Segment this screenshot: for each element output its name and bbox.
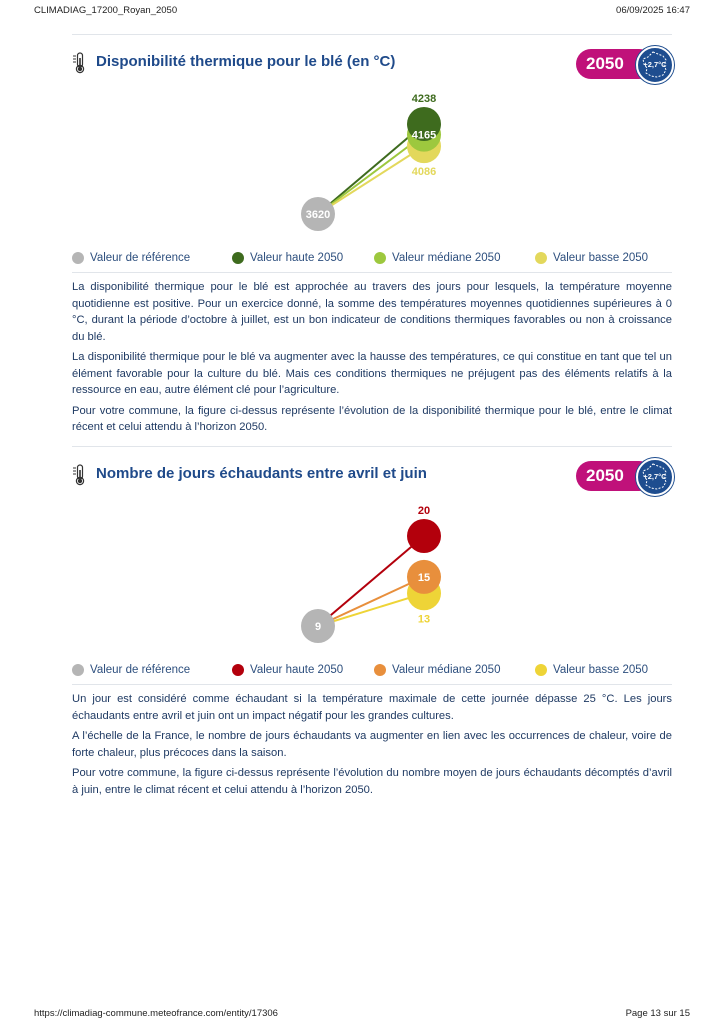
warming-level: +2,7°C: [643, 472, 667, 481]
data-label-median: 15: [417, 571, 431, 584]
paragraph: A l’échelle de la France, le nombre de jours échaudants va augmenter en lien avec les occurrences de chaleur, voire de forte chaleur, plus précoces dans la saison.: [72, 730, 672, 759]
france-map-badge: [636, 46, 674, 84]
hot-days-chart: [72, 498, 672, 648]
legend-label: Valeur basse 2050: [553, 664, 649, 676]
section-description: [72, 691, 672, 802]
print-date: 06/09/2025 16:47: [616, 5, 690, 16]
data-label-high: 20: [417, 505, 431, 517]
legend-label: Valeur haute 2050: [250, 252, 344, 264]
print-footer: [34, 1008, 690, 1022]
legend-dot: [535, 252, 547, 264]
section-title: Nombre de jours échaudants entre avril et juin: [96, 465, 427, 482]
legend-label: Valeur médiane 2050: [392, 252, 501, 264]
horizon-year: 2050: [576, 49, 654, 79]
page-url: https://climadiag-commune.meteofrance.com/entity/17306: [34, 1008, 278, 1019]
paragraph: Pour votre commune, la figure ci-dessus représente l’évolution de la disponibilité thermique pour le blé, entre le climat récent et celui attendu à l’horizon 2050.: [72, 404, 672, 433]
page-number: Page 13 sur 15: [625, 1008, 690, 1019]
section-title: Disponibilité thermique pour le blé (en °C): [96, 53, 396, 70]
section-header-hot-days: [72, 458, 672, 492]
paragraph: Un jour est considéré comme échaudant si la température maximale de cette journée dépasse 25 °C. Les jours échaudants entre avril et juin ont un impact négatif pour les grandes cultures.: [72, 693, 672, 722]
horizon-year: 2050: [576, 461, 654, 491]
legend-label: Valeur de référence: [90, 252, 191, 264]
legend-dot: [535, 664, 547, 676]
point-valeur-haute-2050: [407, 519, 441, 553]
legend-dot: [374, 664, 386, 676]
legend-dot: [232, 664, 244, 676]
divider: [72, 34, 672, 35]
data-label-median: 4165: [411, 129, 437, 142]
paragraph: La disponibilité thermique pour le blé est approchée au travers des jours pour lesquels, la température moyenne quotidienne est positive. Pour un exercice donné, la somme des températures moyennes quotidiennes supérieures à 0 °C, durant la période d’octobre à juillet, est un bon indicateur de conditions thermiques favorables ou non à croissance du blé.: [72, 281, 672, 343]
divider: [72, 272, 672, 273]
legend-label: Valeur de référence: [90, 664, 191, 676]
legend-dot: [374, 252, 386, 264]
data-label-low: 4086: [411, 166, 437, 179]
legend-dot: [72, 252, 84, 264]
warming-level: +2,7°C: [643, 60, 667, 69]
connector-line: [318, 146, 424, 214]
section-description: [72, 279, 672, 440]
data-label-reference: 9: [314, 621, 322, 633]
divider: [72, 684, 672, 685]
legend-dot: [232, 252, 244, 264]
legend-label: Valeur basse 2050: [553, 252, 649, 264]
data-label-high: 4238: [411, 93, 437, 105]
chart-legend: [72, 250, 672, 266]
thermometer-icon: [72, 464, 88, 486]
connector-line: [318, 577, 424, 626]
data-label-reference: 3620: [305, 209, 331, 221]
document-title: CLIMADIAG_17200_Royan_2050: [34, 5, 178, 16]
paragraph: La disponibilité thermique pour le blé va augmenter avec la hausse des températures, ce qui constitue en tant que tel un élément favorable pour la culture du blé. Mais ces conditions thermiques ne préjugent pas des éléments relatifs à la ressource en eau, autre élément clé pour l’agriculture.: [72, 351, 672, 396]
thermometer-icon: [72, 52, 88, 74]
section-header-thermal: [72, 46, 672, 80]
legend-label: Valeur médiane 2050: [392, 664, 501, 676]
print-header: [34, 5, 690, 19]
chart-legend: [72, 662, 672, 678]
legend-label: Valeur haute 2050: [250, 664, 344, 676]
divider: [72, 446, 672, 447]
horizon-badge: [576, 458, 672, 496]
paragraph: Pour votre commune, la figure ci-dessus représente l’évolution du nombre moyen de jours échaudants décomptés d’avril à juin, entre le climat récent et celui attendu à l’horizon 2050.: [72, 767, 672, 796]
legend-dot: [72, 664, 84, 676]
france-map-badge: [636, 458, 674, 496]
data-label-low: 13: [417, 613, 431, 626]
horizon-badge: [576, 46, 672, 84]
thermal-availability-chart: [72, 86, 672, 236]
